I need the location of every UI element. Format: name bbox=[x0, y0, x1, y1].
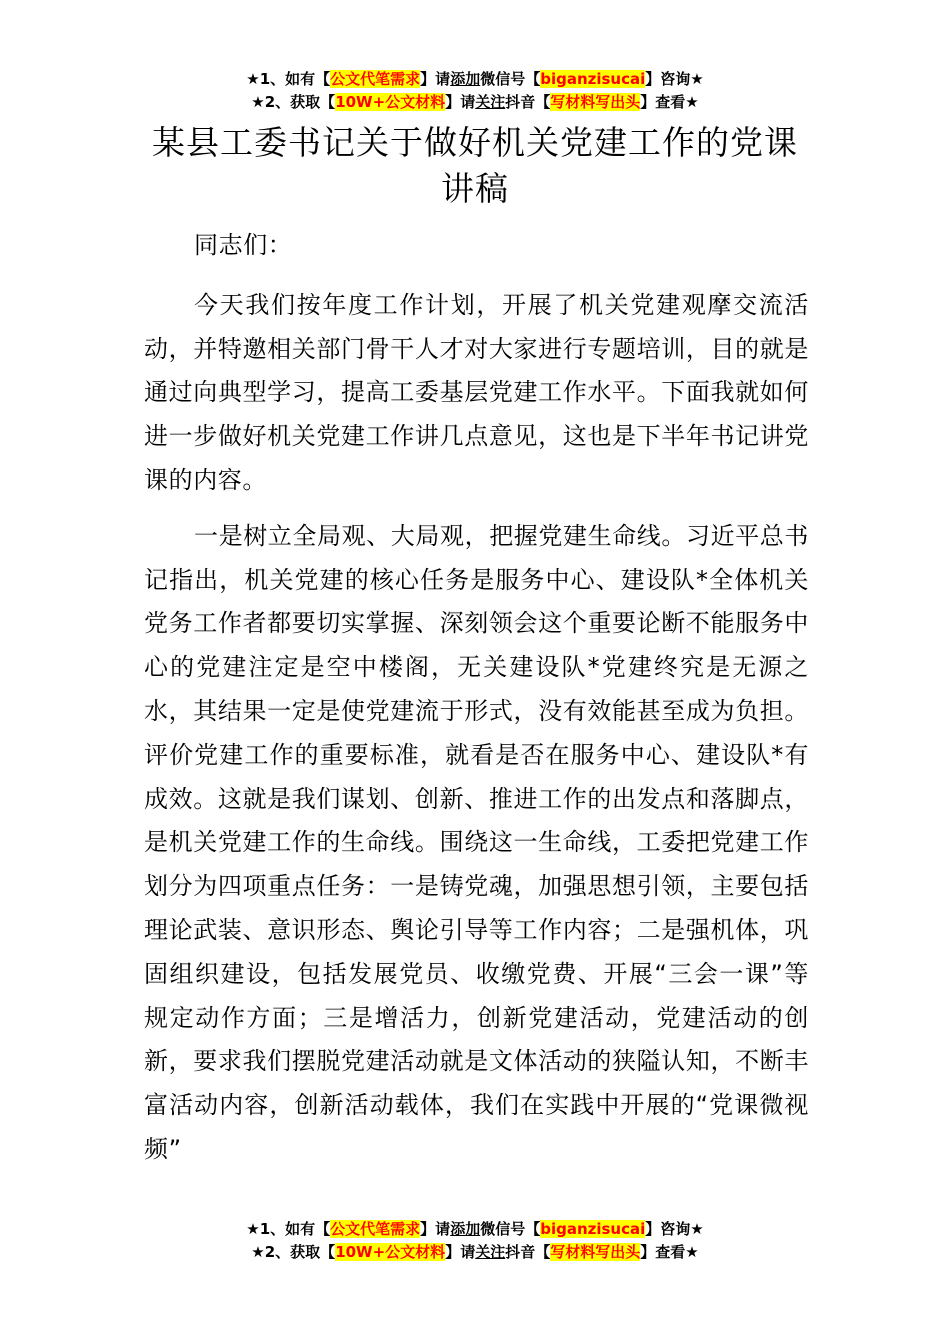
promo-underline: 关注 bbox=[475, 1243, 506, 1261]
promo-text: 】请 bbox=[420, 70, 451, 88]
promo-text: ★2、获取【 bbox=[251, 93, 336, 111]
promo-text: 】查看★ bbox=[640, 1243, 699, 1261]
promo-highlight: 公文代笔需求 bbox=[330, 1220, 421, 1238]
promo-highlight: 10W+公文材料 bbox=[335, 1243, 446, 1261]
promo-text: ★1、如有【 bbox=[246, 70, 331, 88]
footer-promo-banner bbox=[0, 1218, 950, 1264]
promo-line-2 bbox=[0, 91, 950, 114]
document-title: 某县工委书记关于做好机关党建工作的党课讲稿 bbox=[152, 123, 798, 208]
promo-douyin-account: 写材料写出头 bbox=[550, 1243, 641, 1261]
promo-wechat-id: biganzisucai bbox=[540, 70, 646, 88]
document-body bbox=[144, 224, 809, 1184]
promo-text: 】查看★ bbox=[640, 93, 699, 111]
paragraph-intro: 今天我们按年度工作计划，开展了机关党建观摩交流活动，并特邀相关部门骨干人才对大家进行专题培训，目的就是通过向典型学习，提高工委基层党建工作水平。下面我就如何进一步做好机关党建工作讲几点意见，这也是下半年书记讲党课的内容。 bbox=[144, 290, 809, 494]
header-promo-banner bbox=[0, 68, 950, 114]
promo-text: 抖音【 bbox=[505, 93, 551, 111]
promo-line-1 bbox=[0, 1218, 950, 1241]
promo-text: 】请 bbox=[445, 1243, 476, 1261]
greeting: 同志们： bbox=[194, 231, 293, 259]
promo-text: 微信号【 bbox=[480, 70, 541, 88]
promo-highlight: 公文代笔需求 bbox=[330, 70, 421, 88]
paragraph-point-one: 一是树立全局观、大局观，把握党建生命线。习近平总书记指出，机关党建的核心任务是服务中心、建设队*全体机关党务工作者都要切实掌握、深刻领会这个重要论断不能服务中心的党建注定是空中楼阁，无关建设队*党建终究是无源之水，其结果一定是使党建流于形式，没有效能甚至成为负担。评价党建工作的重要标准，就看是否在服务中心、建设队*有成效。这就是我们谋划、创新、推进工作的出发点和落脚点，是机关党建工作的生命线。围绕这一生命线，工委把党建工作划分为四项重点任务：一是铸党魂，加强思想引领，主要包括理论武装、意识形态、舆论引导等工作内容；二是强机体，巩固组织建设，包括发展党员、收缴党费、开展“三会一课”等规定动作方面；三是增活力，创新党建活动，党建活动的创新，要求我们摆脱党建活动就是文体活动的狭隘认知，不断丰富活动内容，创新活动载体，我们在实践中开展的“党课微视频” bbox=[144, 521, 809, 1163]
promo-underline: 关注 bbox=[475, 93, 506, 111]
promo-line-1 bbox=[0, 68, 950, 91]
promo-wechat-id: biganzisucai bbox=[540, 1220, 646, 1238]
promo-line-2 bbox=[0, 1241, 950, 1264]
promo-text: 】请 bbox=[445, 93, 476, 111]
promo-text: 抖音【 bbox=[505, 1243, 551, 1261]
promo-underline: 添加 bbox=[450, 1220, 481, 1238]
promo-text: ★1、如有【 bbox=[246, 1220, 331, 1238]
promo-underline: 添加 bbox=[450, 70, 481, 88]
promo-highlight: 10W+公文材料 bbox=[335, 93, 446, 111]
promo-text: 】请 bbox=[420, 1220, 451, 1238]
promo-text: 】咨询★ bbox=[645, 70, 704, 88]
promo-text: 】咨询★ bbox=[645, 1220, 704, 1238]
promo-text: ★2、获取【 bbox=[251, 1243, 336, 1261]
promo-text: 微信号【 bbox=[480, 1220, 541, 1238]
promo-douyin-account: 写材料写出头 bbox=[550, 93, 641, 111]
